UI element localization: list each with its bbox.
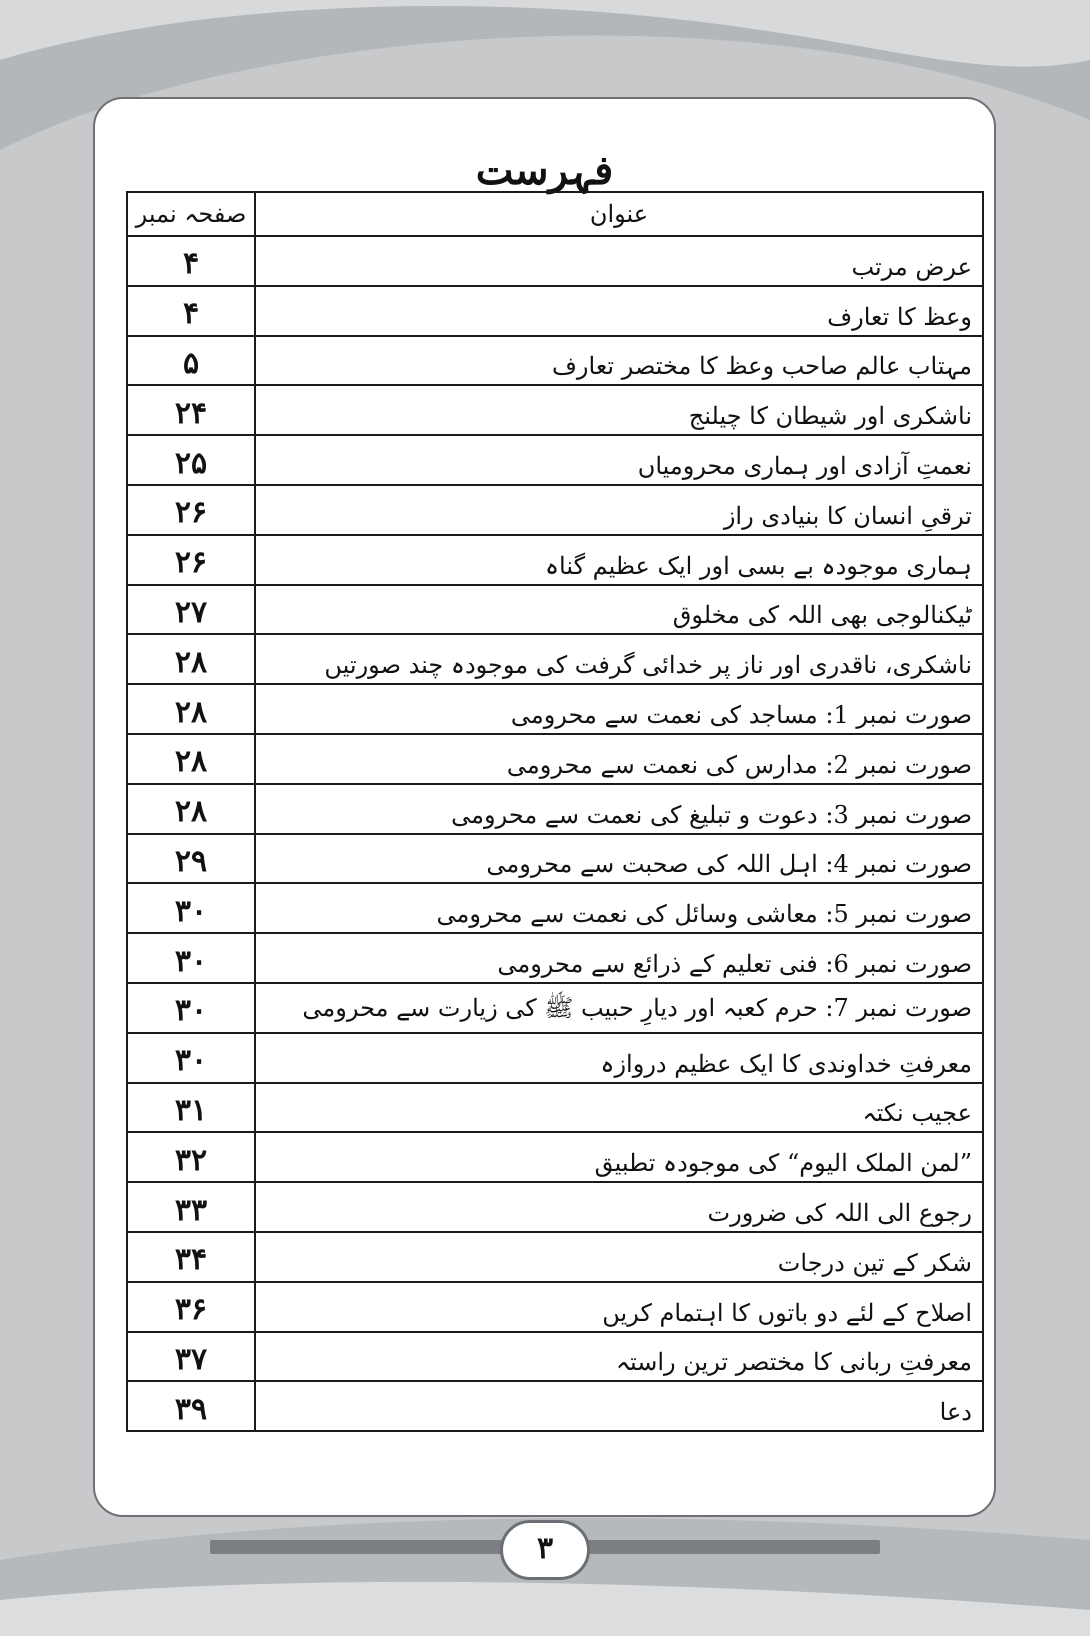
row-page-number: ۴	[127, 286, 255, 336]
table-row[interactable]	[127, 883, 983, 933]
row-topic: صورت نمبر 3: دعوت و تبلیغ کی نعمت سے محرومی	[255, 784, 983, 834]
table-header-row	[127, 192, 983, 236]
table-row[interactable]	[127, 1132, 983, 1182]
row-page-number: ۲۶	[127, 535, 255, 585]
table-row[interactable]	[127, 684, 983, 734]
table-row[interactable]	[127, 385, 983, 435]
row-topic: صورت نمبر 2: مدارس کی نعمت سے محرومی	[255, 734, 983, 784]
row-page-number: ۲۶	[127, 485, 255, 535]
row-topic: معرفتِ خداوندی کا ایک عظیم دروازہ	[255, 1033, 983, 1083]
table-row[interactable]	[127, 336, 983, 386]
row-page-number: ۲۴	[127, 385, 255, 435]
row-topic: صورت نمبر 4: اہل اللہ کی صحبت سے محرومی	[255, 834, 983, 884]
row-topic: نعمتِ آزادی اور ہماری محرومیاں	[255, 435, 983, 485]
row-page-number: ۳۶	[127, 1282, 255, 1332]
table-row[interactable]	[127, 1033, 983, 1083]
row-page-number: ۳۰	[127, 1033, 255, 1083]
row-topic: عرض مرتب	[255, 236, 983, 286]
header-page-number: صفحہ نمبر	[127, 192, 255, 236]
row-page-number: ۳۰	[127, 983, 255, 1033]
table-row[interactable]	[127, 236, 983, 286]
table-row[interactable]	[127, 1182, 983, 1232]
row-topic: عجیب نکتہ	[255, 1083, 983, 1133]
page-title: فہرست	[475, 147, 614, 194]
row-page-number: ۲۷	[127, 585, 255, 635]
row-topic: معرفتِ ربانی کا مختصر ترین راستہ	[255, 1332, 983, 1382]
row-topic: اصلاح کے لئے دو باتوں کا اہتمام کریں	[255, 1282, 983, 1332]
row-page-number: ۳۰	[127, 883, 255, 933]
table-row[interactable]	[127, 435, 983, 485]
table-row[interactable]	[127, 983, 983, 1033]
row-topic: دعا	[255, 1381, 983, 1431]
row-page-number: ۲۵	[127, 435, 255, 485]
table-row[interactable]	[127, 535, 983, 585]
table-row[interactable]	[127, 634, 983, 684]
row-topic: صورت نمبر 6: فنی تعلیم کے ذرائع سے محرومی	[255, 933, 983, 983]
row-page-number: ۴	[127, 236, 255, 286]
table-row[interactable]	[127, 933, 983, 983]
row-topic: ”لمن الملک الیوم“ کی موجودہ تطبیق	[255, 1132, 983, 1182]
contents-card	[93, 97, 996, 1517]
table-row[interactable]	[127, 734, 983, 784]
table-row[interactable]	[127, 1332, 983, 1382]
table-row[interactable]	[127, 784, 983, 834]
contents-table	[126, 191, 984, 1432]
row-page-number: ۳۳	[127, 1182, 255, 1232]
row-page-number: ۲۸	[127, 734, 255, 784]
table-row[interactable]	[127, 585, 983, 635]
table-row[interactable]	[127, 286, 983, 336]
row-page-number: ۳۰	[127, 933, 255, 983]
table-body	[127, 236, 983, 1431]
row-topic: ہماری موجودہ بے بسی اور ایک عظیم گناہ	[255, 535, 983, 585]
row-page-number: ۳۹	[127, 1381, 255, 1431]
header-topic: عنوان	[255, 192, 983, 236]
row-topic: رجوع الی اللہ کی ضرورت	[255, 1182, 983, 1232]
row-page-number: ۲۹	[127, 834, 255, 884]
table-row[interactable]	[127, 1232, 983, 1282]
row-page-number: ۲۸	[127, 634, 255, 684]
page-number-badge: ۳	[500, 1520, 590, 1580]
row-topic: صورت نمبر 5: معاشی وسائل کی نعمت سے محرومی	[255, 883, 983, 933]
row-page-number: ۳۷	[127, 1332, 255, 1382]
table-row[interactable]	[127, 1282, 983, 1332]
row-topic: شکر کے تین درجات	[255, 1232, 983, 1282]
row-topic: مہتاب عالم صاحب وعظ کا مختصر تعارف	[255, 336, 983, 386]
row-topic: وعظ کا تعارف	[255, 286, 983, 336]
row-page-number: ۳۱	[127, 1083, 255, 1133]
row-topic: صورت نمبر 7: حرم کعبہ اور دیارِ حبیب ﷺ کی زیارت سے محرومی	[255, 983, 983, 1033]
table-row[interactable]	[127, 834, 983, 884]
row-page-number: ۵	[127, 336, 255, 386]
row-topic: ناشکری، ناقدری اور ناز پر خدائی گرفت کی موجودہ چند صورتیں	[255, 634, 983, 684]
row-topic: ٹیکنالوجی بھی اللہ کی مخلوق	[255, 585, 983, 635]
table-row[interactable]	[127, 485, 983, 535]
row-topic: صورت نمبر 1: مساجد کی نعمت سے محرومی	[255, 684, 983, 734]
table-row[interactable]	[127, 1083, 983, 1133]
row-topic: ترقیِ انسان کا بنیادی راز	[255, 485, 983, 535]
row-page-number: ۳۲	[127, 1132, 255, 1182]
row-topic: ناشکری اور شیطان کا چیلنج	[255, 385, 983, 435]
row-page-number: ۳۴	[127, 1232, 255, 1282]
table-row[interactable]	[127, 1381, 983, 1431]
row-page-number: ۲۸	[127, 784, 255, 834]
row-page-number: ۲۸	[127, 684, 255, 734]
